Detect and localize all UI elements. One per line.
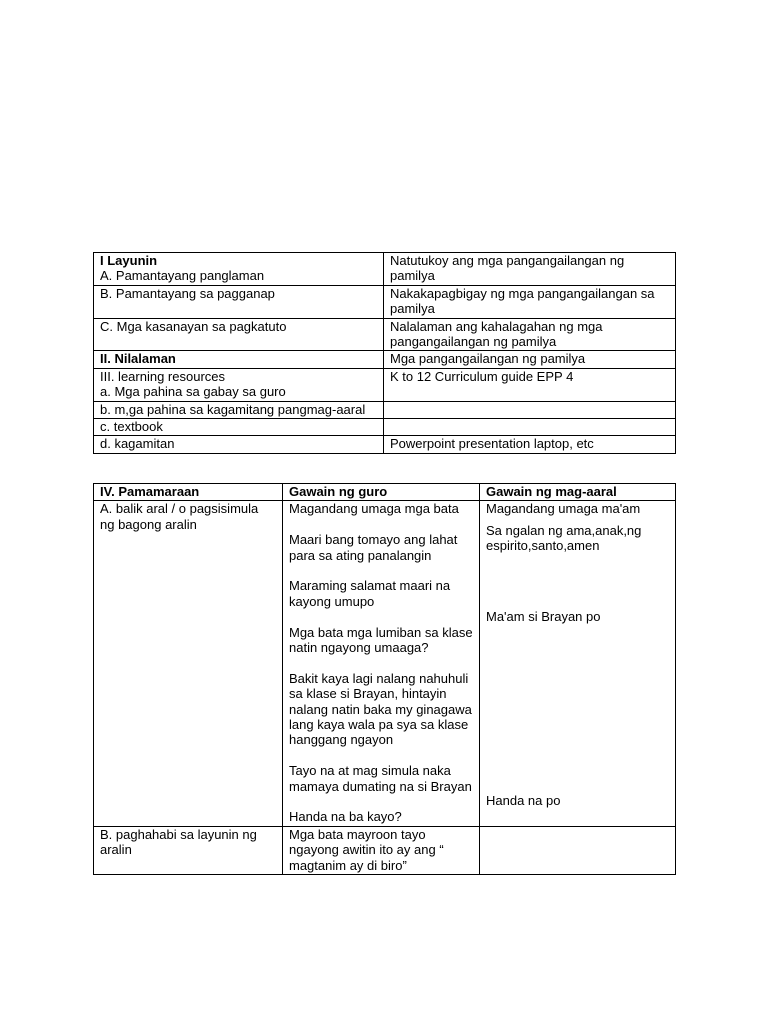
teacher-line: Maari bang tomayo ang lahat para sa ating panalangin bbox=[289, 532, 462, 563]
table-row bbox=[94, 826, 676, 874]
row-label-cell: c. textbook bbox=[94, 419, 384, 436]
table-row bbox=[94, 436, 676, 453]
teacher-line: Tayo na at mag simula naka mamaya dumating na si Brayan bbox=[289, 763, 472, 794]
procedure-step: A. balik aral / o pagsisimula ng bagong aralin bbox=[94, 501, 283, 826]
teacher-line: Mga bata mga lumiban sa klase natin ngayong umaaga? bbox=[289, 624, 477, 656]
student-line: Handa na po bbox=[486, 793, 561, 809]
row-label-cell bbox=[94, 253, 384, 286]
table-row bbox=[94, 351, 676, 368]
teacher-activity-cell bbox=[283, 501, 480, 826]
table-row bbox=[94, 285, 676, 318]
table-row bbox=[94, 501, 676, 826]
student-line: Sa ngalan ng ama,anak,ng espirito,santo,amen bbox=[486, 522, 646, 554]
teacher-activity-cell: Mga bata mayroon tayo ngayong awitin ito ay ang “ magtanim ay di biro” bbox=[283, 826, 480, 874]
row-label-cell: C. Mga kasanayan sa pagkatuto bbox=[94, 318, 384, 351]
student-line: Ma'am si Brayan po bbox=[486, 608, 601, 624]
lesson-objectives-table bbox=[93, 252, 676, 454]
row-value-cell bbox=[384, 401, 676, 418]
teacher-line: Handa na ba kayo? bbox=[289, 809, 402, 825]
row-label: A. Pamantayang panglaman bbox=[100, 268, 265, 284]
row-label-cell: b. m,ga pahina sa kagamitang pangmag-aaral bbox=[94, 401, 384, 418]
section-heading: II. Nilalaman bbox=[94, 351, 384, 368]
table-row bbox=[94, 401, 676, 418]
student-activity-cell bbox=[480, 826, 676, 874]
section-heading: I Layunin bbox=[100, 253, 158, 268]
row-value-cell: Mga pangangailangan ng pamilya bbox=[384, 351, 676, 368]
row-label: III. learning resources bbox=[100, 368, 226, 384]
row-value-cell: Powerpoint presentation laptop, etc bbox=[384, 436, 676, 453]
row-label-cell bbox=[94, 368, 384, 401]
column-header-teacher: Gawain ng guro bbox=[283, 484, 480, 501]
teacher-line: Bakit kaya lagi nalang nahuhuli sa klase si Brayan, hintayin nalang natin baka my ginagawa lang kaya wala pa sya sa klase hanggang ngayon bbox=[289, 670, 476, 748]
row-label: a. Mga pahina sa gabay sa guro bbox=[100, 384, 286, 400]
table-row bbox=[94, 368, 676, 401]
row-label-cell: d. kagamitan bbox=[94, 436, 384, 453]
column-header-students: Gawain ng mag-aaral bbox=[480, 484, 676, 501]
table-row bbox=[94, 318, 676, 351]
table-header-row bbox=[94, 484, 676, 501]
row-value-cell: Nakakapagbigay ng mga pangangailangan sa pamilya bbox=[384, 285, 676, 318]
row-label-cell: B. Pamantayang sa pagganap bbox=[94, 285, 384, 318]
teacher-line: Magandang umaga mga bata bbox=[289, 501, 459, 517]
procedure-step: B. paghahabi sa layunin ng aralin bbox=[94, 826, 283, 874]
row-value-cell: Natutukoy ang mga pangangailangan ng pamilya bbox=[384, 253, 676, 286]
teacher-line: Maraming salamat maari na kayong umupo bbox=[289, 578, 454, 609]
student-activity-cell bbox=[480, 501, 676, 826]
row-value-cell: K to 12 Curriculum guide EPP 4 bbox=[384, 368, 676, 401]
column-header-procedure: IV. Pamamaraan bbox=[94, 484, 283, 501]
student-line: Magandang umaga ma'am bbox=[486, 501, 641, 517]
row-value-cell bbox=[384, 419, 676, 436]
table-row bbox=[94, 419, 676, 436]
table-row bbox=[94, 253, 676, 286]
row-value-cell: Nalalaman ang kahalagahan ng mga pangangailangan ng pamilya bbox=[384, 318, 676, 351]
procedure-table bbox=[93, 483, 676, 875]
